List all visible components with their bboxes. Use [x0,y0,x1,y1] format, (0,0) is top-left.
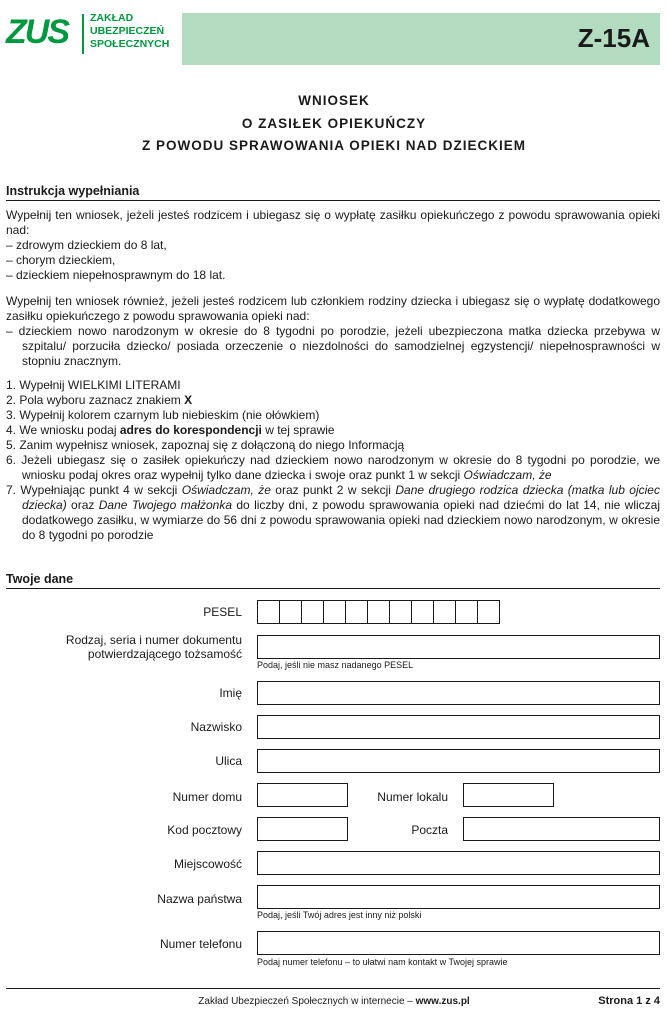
title-line-2: O ZASIŁEK OPIEKUŃCZY [241,115,427,131]
step-5: 5. Zanim wypełnisz wniosek, zapoznaj się z dołączoną do niego Informacją [6,438,405,452]
logo-separator [82,14,84,54]
pesel-digit-cell[interactable] [411,600,434,624]
post-office-label: Poczta [411,823,448,837]
zus-logo-text [90,12,169,51]
zus-logo [6,10,186,60]
step-3: 3. Wypełnij kolorem czarnym lub niebieskim (nie ołówkiem) [6,408,320,422]
zus-logo-mark: ZUS [6,13,68,51]
instructions-para-2: Wypełnij ten wniosek również, jeżeli jesteś rodzicem lub członkiem rodziny dziecka i ubiegasz się o wypłatę dodatkowego zasiłku opiekuńczego z powodu sprawowania opieki nad: [6,294,660,323]
last-name-input[interactable] [257,715,660,739]
pesel-digit-cell[interactable] [433,600,456,624]
footer-link[interactable]: www.zus.pl [415,996,470,1007]
postcode-label: Kod pocztowy [167,823,242,837]
instructions-block-1 [6,208,660,283]
document-title [0,90,668,158]
house-number-label: Numer domu [172,790,242,804]
list-item: – zdrowym dzieckiem do 8 lat, [6,238,167,252]
list-item: – chorym dzieckiem, [6,253,116,267]
pesel-digit-cell[interactable] [389,600,412,624]
first-name-label: Imię [219,686,242,700]
instructions-block-2 [6,294,660,369]
page-number: Strona 1 z 4 [598,995,660,1007]
step-6: 6. Jeżeli ubiegasz się o zasiłek opiekuńczy nad dzieckiem nowo narodzonym w okresie do 8 tygodni po porodzie, we wniosku podaj okres oraz wypełnij tylko dane dziecka i swoje oraz punkt 1 w sekcji Oświadczam, że [6,453,660,482]
footer-divider [6,988,660,989]
pesel-input[interactable] [257,600,499,624]
document-label: Rodzaj, seria i numer dokumentu potwierdzającego tożsamość [65,633,242,661]
phone-label: Numer telefonu [159,937,242,951]
logo-line-3: SPOŁECZNYCH [90,38,170,50]
step-2: 2. Pola wyboru zaznacz znakiem X [6,393,193,407]
your-data-heading: Twoje dane [6,572,660,589]
phone-hint: Podaj numer telefonu – to ułatwi nam kontakt w Twojej sprawie [257,957,508,967]
title-line-3: Z POWODU SPRAWOWANIA OPIEKI NAD DZIECKIEM [141,138,526,153]
first-name-input[interactable] [257,681,660,705]
country-input[interactable] [257,885,660,909]
city-input[interactable] [257,851,660,875]
pesel-digit-cell[interactable] [279,600,302,624]
list-item: – dzieckiem niepełnosprawnym do 18 lat. [6,268,226,282]
country-label: Nazwa państwa [157,892,242,906]
flat-number-label: Numer lokalu [377,790,448,804]
form-code: Z-15A [577,23,650,53]
title-line-1: WNIOSEK [298,93,370,108]
instructions-heading: Instrukcja wypełniania [6,184,660,201]
form-code-bar [182,13,660,65]
pesel-digit-cell[interactable] [301,600,324,624]
city-label: Miejscowość [173,857,242,871]
postcode-input[interactable] [257,817,348,841]
instructions-steps [6,378,660,543]
pesel-digit-cell[interactable] [477,600,500,624]
document-input[interactable] [257,635,660,659]
house-number-input[interactable] [257,783,348,807]
phone-input[interactable] [257,931,660,955]
pesel-digit-cell[interactable] [257,600,280,624]
document-hint: Podaj, jeśli nie masz nadanego PESEL [257,660,414,670]
logo-line-1: ZAKŁAD [90,12,134,24]
footer-text: Zakład Ubezpieczeń Społecznych w internecie – www.zus.pl [198,996,470,1007]
pesel-digit-cell[interactable] [367,600,390,624]
post-office-input[interactable] [463,817,660,841]
step-4: 4. We wniosku podaj adres do korespondencji w tej sprawie [6,423,335,437]
flat-number-input[interactable] [463,783,554,807]
pesel-label: PESEL [203,605,242,619]
step-1: 1. Wypełnij WIELKIMI LITERAMI [6,378,181,392]
pesel-digit-cell[interactable] [345,600,368,624]
last-name-label: Nazwisko [190,720,242,734]
list-item: – dzieckiem nowo narodzonym w okresie do 8 tygodni po porodzie, jeżeli ubezpieczona matka dziecka przebywa w szpitalu/ porzuciła dziecko/ posiada orzeczenie o niezdolności do samodzielnej egzystencji/ niepełnosprawności w stopniu znacznym. [6,324,660,368]
logo-line-2: UBEZPIECZEŃ [90,25,165,37]
street-label: Ulica [215,754,242,768]
street-input[interactable] [257,749,660,773]
instructions-para-1: Wypełnij ten wniosek, jeżeli jesteś rodzicem i ubiegasz się o wypłatę zasiłku opiekuńczego z powodu sprawowania opieki nad: [6,208,660,237]
pesel-digit-cell[interactable] [323,600,346,624]
country-hint: Podaj, jeśli Twój adres jest inny niż polski [257,910,422,920]
step-7: 7. Wypełniając punkt 4 w sekcji Oświadczam, że oraz punkt 2 w sekcji Dane drugiego rodzica dziecka (matka lub ojciec dziecka) oraz Dane Twojego małżonka do liczby dni, z powodu sprawowania opieki nad dziećmi do lat 14, nie wliczaj dodatkowego zasiłku, w wymiarze do 56 dni z powodu sprawowania opieki nad dzieckiem nowo narodzonym, w okresie do 8 tygodni po porodzie [6,483,660,542]
pesel-digit-cell[interactable] [455,600,478,624]
form-header [0,0,668,70]
